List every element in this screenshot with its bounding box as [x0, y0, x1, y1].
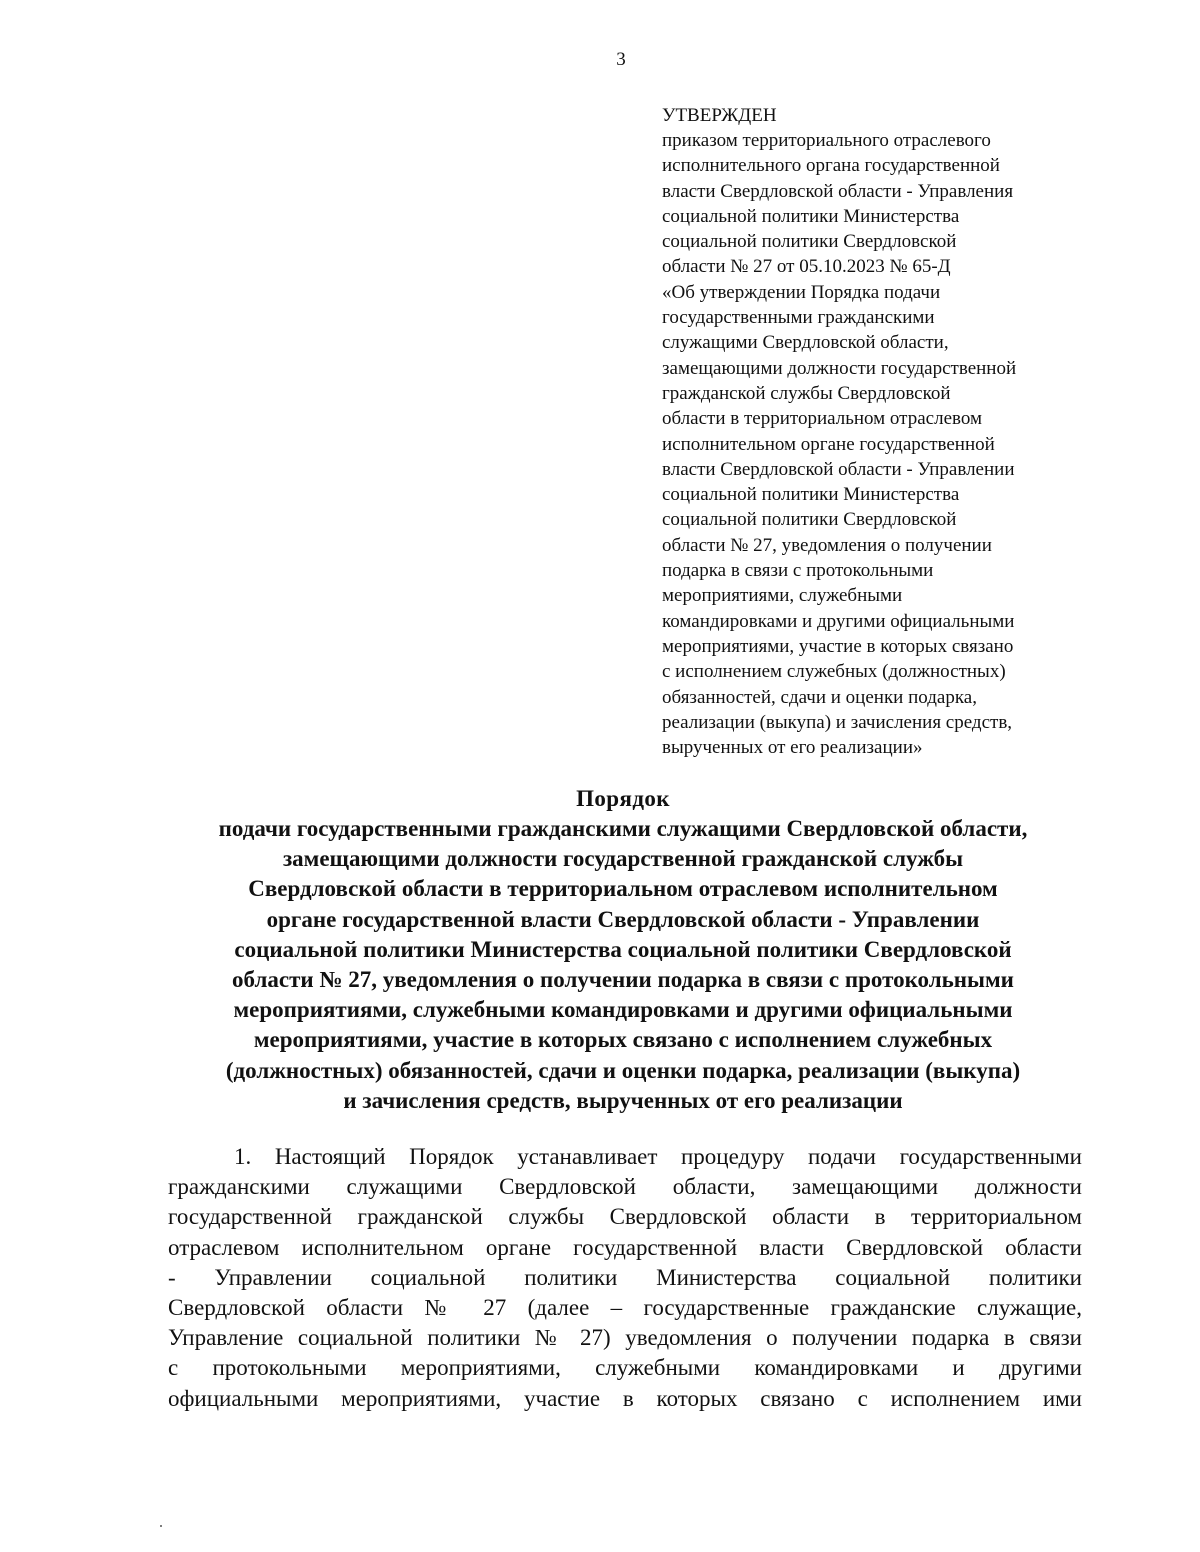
title-line: замещающими должности государственной гражданской службы [282, 846, 964, 872]
approval-line: командировками и другими официальными [662, 610, 1015, 632]
approval-line: области в территориальном отраслевом [662, 408, 983, 430]
approval-line: власти Свердловской области - Управлении [662, 458, 1015, 480]
approval-line: исполнительном органе государственной [662, 433, 995, 455]
title-line: органе государственной власти Свердловской области - Управлении [266, 906, 980, 932]
approval-text [662, 128, 1142, 760]
approval-line: мероприятиями, участие в которых связано [662, 635, 1014, 657]
approval-line: с исполнением служебных (должностных) [662, 661, 1006, 683]
title-line: Свердловской области в территориальном отраслевом исполнительном [248, 876, 998, 902]
approval-title: УТВЕРЖДЕН [662, 105, 777, 126]
page-number: 3 [616, 49, 626, 70]
approval-line: гражданской службы Свердловской [662, 382, 951, 404]
approval-line: приказом территориального отраслевого [662, 130, 991, 151]
approval-line: власти Свердловской области - Управления [662, 180, 1014, 202]
body-line: гражданскими служащими Свердловской области, замещающими должности [168, 1174, 1082, 1200]
approval-line: социальной политики Министерства [662, 205, 960, 227]
approval-line: подарка в связи с протокольными [662, 560, 934, 582]
body-line: Управление социальной политики № 27) уведомления о получении подарка в связи [168, 1325, 1082, 1351]
approval-line: исполнительного органа государственной [662, 155, 1000, 177]
scan-speck [160, 1525, 162, 1527]
body-line: с протокольными мероприятиями, служебными командировками и другими [168, 1355, 1082, 1381]
approval-line: социальной политики Министерства [662, 484, 960, 506]
approval-line: вырученных от его реализации» [662, 737, 923, 759]
body-line: Свердловской области № 27 (далее – государственные гражданские служащие, [168, 1294, 1082, 1320]
title-line: подачи государственными гражданскими служащими Свердловской области, [218, 816, 1028, 841]
approval-stamp [662, 104, 1142, 760]
title-heading: Порядок [576, 786, 670, 811]
approval-line: государственными гражданскими [662, 307, 935, 329]
body-line: официальными мероприятиями, участие в которых связано с исполнением ими [168, 1385, 1082, 1411]
title-line: (должностных) обязанностей, сдачи и оценки подарка, реализации (выкупа) [225, 1057, 1021, 1083]
approval-line: мероприятиями, служебными [662, 585, 903, 607]
approval-line: области № 27, уведомления о получении [662, 534, 992, 556]
body-line: 1. Настоящий Порядок устанавливает процедуру подачи государственными [234, 1144, 1082, 1169]
approval-line: социальной политики Свердловской [662, 509, 957, 531]
title-line: и зачисления средств, вырученных от его реализации [343, 1087, 903, 1113]
approval-line: социальной политики Свердловской [662, 231, 957, 253]
approval-line: обязанностей, сдачи и оценки подарка, [662, 686, 977, 708]
title-line: мероприятиями, служебными командировками и другими официальными [233, 997, 1013, 1023]
document-title [130, 784, 1116, 1116]
title-line: социальной политики Министерства социальной политики Свердловской [234, 936, 1012, 962]
approval-line: области № 27 от 05.10.2023 № 65-Д [662, 256, 951, 278]
approval-line: «Об утверждении Порядка подачи [662, 281, 941, 303]
title-line: области № 27, уведомления о получении подарка в связи с протокольными [232, 967, 1014, 993]
body-line: - Управлении социальной политики Министерства социальной политики [168, 1264, 1082, 1290]
body-line: отраслевом исполнительном органе государственной власти Свердловской области [168, 1234, 1082, 1260]
paragraph-1 [168, 1142, 1082, 1414]
approval-line: служащими Свердловской области, [662, 332, 949, 354]
approval-line: замещающими должности государственной [662, 357, 1017, 379]
title-line: мероприятиями, участие в которых связано с исполнением служебных [253, 1027, 993, 1053]
body-line: государственной гражданской службы Свердловской области в территориальном [168, 1204, 1082, 1230]
approval-line: реализации (выкупа) и зачисления средств, [662, 711, 1013, 733]
